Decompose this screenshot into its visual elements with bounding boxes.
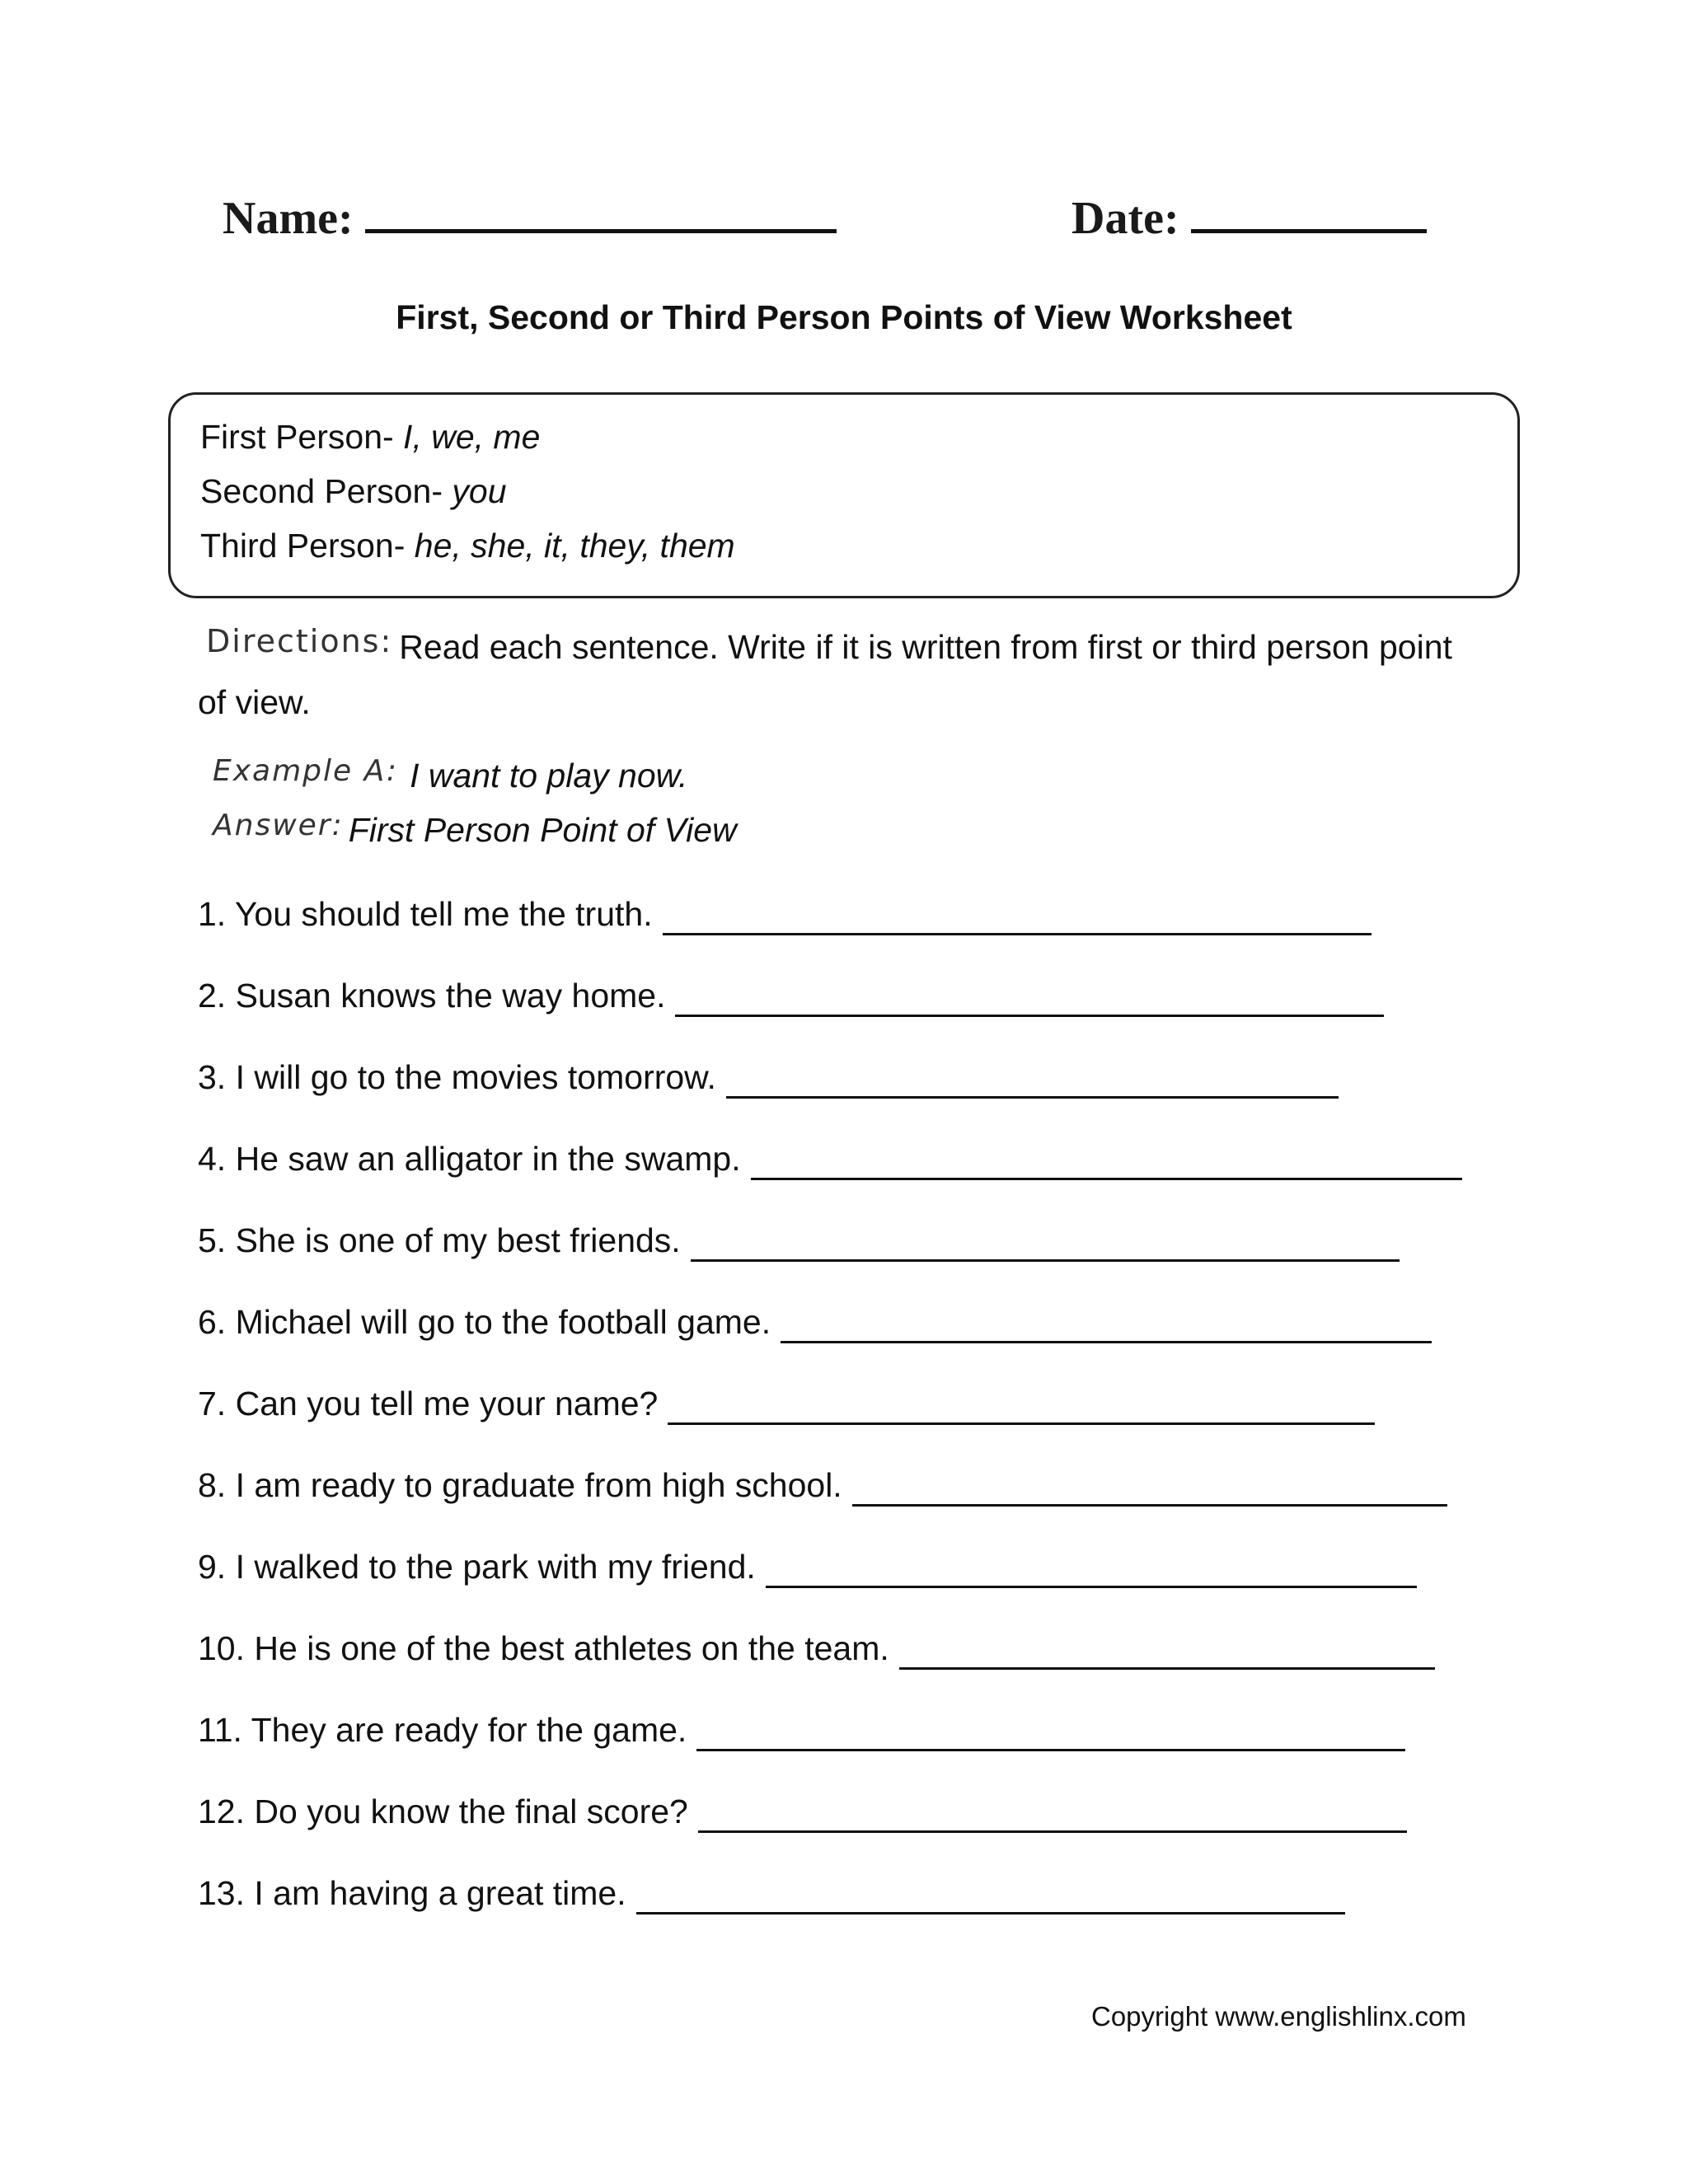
- question-item: [198, 1221, 1517, 1303]
- answer-blank-line[interactable]: [636, 1874, 1345, 1915]
- answer-blank-line[interactable]: [781, 1303, 1432, 1343]
- first-person-row: [200, 418, 540, 457]
- worksheet-title: First, Second or Third Person Points of View Worksheet: [396, 298, 1292, 336]
- example-label: Example A:: [213, 754, 399, 788]
- first-person-label: First Person-: [200, 418, 404, 456]
- question-text: 10. He is one of the best athletes on the team.: [198, 1629, 889, 1667]
- question-list: [198, 895, 1517, 1956]
- copyright-footer: Copyright www.englishlinx.com: [1091, 2001, 1466, 2032]
- answer-blank-line[interactable]: [675, 977, 1384, 1017]
- date-blank-line[interactable]: [1191, 191, 1427, 233]
- question-item: [198, 1874, 1517, 1956]
- question-text: 11. They are ready for the game.: [198, 1711, 687, 1749]
- example-answer: First Person Point of View: [348, 811, 737, 849]
- question-item: [198, 1711, 1517, 1793]
- question-item: [198, 1385, 1517, 1466]
- second-person-words: you: [452, 472, 507, 510]
- example-row: [213, 754, 688, 795]
- question-item: [198, 1303, 1517, 1385]
- answer-blank-line[interactable]: [766, 1548, 1417, 1588]
- first-person-words: I, we, me: [403, 418, 541, 456]
- question-text: 7. Can you tell me your name?: [198, 1385, 659, 1422]
- second-person-row: [200, 472, 507, 511]
- question-item: [198, 977, 1517, 1058]
- answer-blank-line[interactable]: [691, 1221, 1400, 1262]
- answer-blank-line[interactable]: [698, 1793, 1407, 1833]
- directions-label: Directions:: [206, 623, 393, 659]
- pronoun-reference-box: [168, 392, 1520, 598]
- name-blank-line[interactable]: [365, 191, 837, 233]
- question-text: 9. I walked to the park with my friend.: [198, 1548, 756, 1586]
- question-text: 4. He saw an alligator in the swamp.: [198, 1140, 741, 1178]
- question-item: [198, 1548, 1517, 1629]
- answer-blank-line[interactable]: [663, 895, 1372, 935]
- date-field[interactable]: [1071, 191, 1427, 245]
- name-field[interactable]: [223, 191, 837, 245]
- question-text: 13. I am having a great time.: [198, 1874, 626, 1912]
- question-item: [198, 1140, 1517, 1221]
- question-item: [198, 895, 1517, 977]
- question-text: 1. You should tell me the truth.: [198, 895, 653, 933]
- question-text: 12. Do you know the final score?: [198, 1793, 688, 1830]
- directions: [198, 620, 1467, 729]
- date-label: Date:: [1071, 193, 1179, 244]
- directions-text: Read each sentence. Write if it is written from first or third person point of view.: [198, 628, 1452, 721]
- third-person-words: he, she, it, they, them: [414, 527, 735, 565]
- question-item: [198, 1793, 1517, 1874]
- answer-blank-line[interactable]: [751, 1140, 1462, 1180]
- answer-blank-line[interactable]: [726, 1058, 1339, 1099]
- example-sentence: I want to play now.: [410, 757, 688, 794]
- question-item: [198, 1629, 1517, 1711]
- third-person-row: [200, 527, 735, 565]
- example-answer-row: [213, 808, 737, 850]
- answer-blank-line[interactable]: [696, 1711, 1405, 1751]
- answer-blank-line[interactable]: [899, 1629, 1435, 1670]
- name-label: Name:: [223, 193, 354, 244]
- answer-blank-line[interactable]: [852, 1466, 1447, 1507]
- answer-blank-line[interactable]: [668, 1385, 1375, 1425]
- example-answer-label: Answer:: [213, 808, 344, 842]
- question-text: 8. I am ready to graduate from high school.: [198, 1466, 842, 1504]
- question-text: 5. She is one of my best friends.: [198, 1221, 681, 1259]
- third-person-label: Third Person-: [200, 527, 415, 565]
- question-text: 3. I will go to the movies tomorrow.: [198, 1058, 716, 1096]
- question-text: 2. Susan knows the way home.: [198, 977, 666, 1015]
- question-text: 6. Michael will go to the football game.: [198, 1303, 771, 1341]
- question-item: [198, 1058, 1517, 1140]
- question-item: [198, 1466, 1517, 1548]
- second-person-label: Second Person-: [200, 472, 452, 510]
- header-row: [223, 191, 1426, 257]
